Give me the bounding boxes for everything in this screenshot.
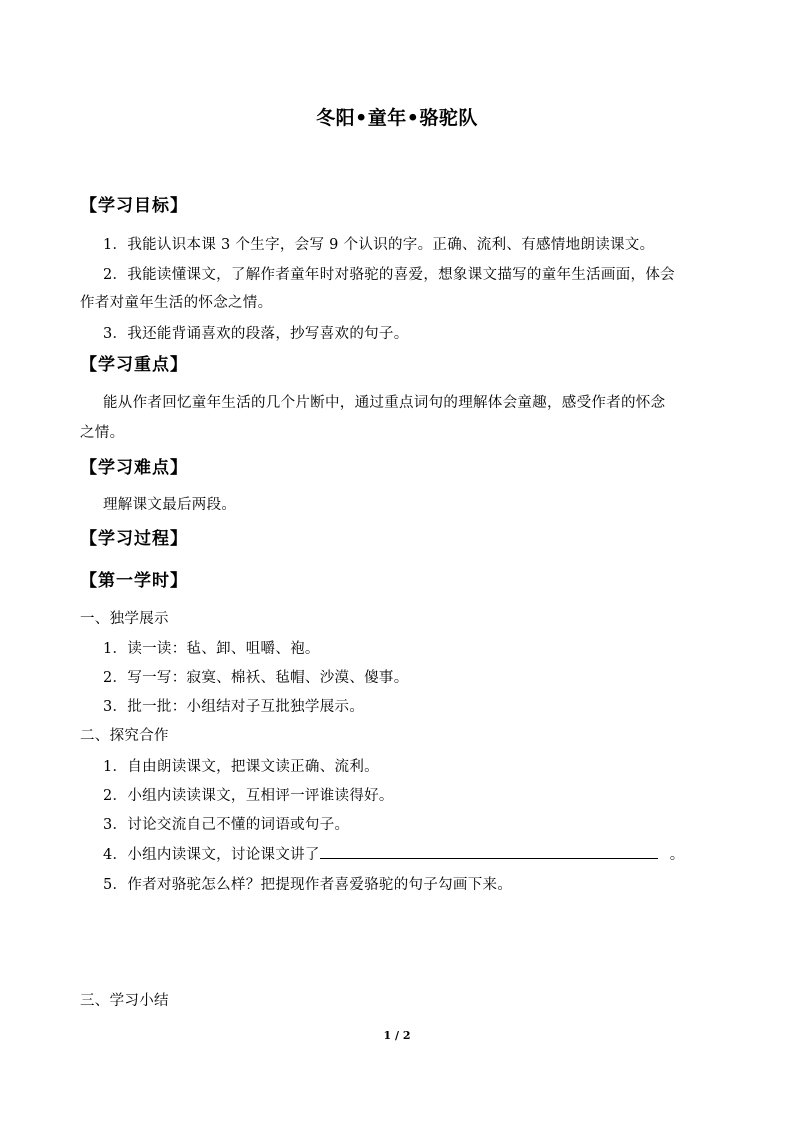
part1-item-1: 1．读一读：毡、卸、咀嚼、袍。: [103, 641, 320, 657]
part2-item-4-suffix: 。: [669, 847, 685, 863]
part2-item-4-prefix: 4．小组内读课文，讨论课文讲了: [103, 847, 320, 863]
part3-title: 三、学习小结: [80, 993, 169, 1009]
part2-item-4: [103, 843, 685, 864]
focus-line-1: 能从作者回忆童年生活的几个片断中，通过重点词句的理解体会童趣，感受作者的怀念: [103, 395, 666, 411]
goals-heading: 【学习目标】: [80, 196, 188, 216]
part2-title: 二、探究合作: [80, 728, 169, 744]
focus-line-2: 之情。: [80, 425, 125, 441]
answer-blank-line[interactable]: [320, 844, 658, 859]
part2-item-1: 1．自由朗读课文，把课文读正确、流利。: [103, 759, 379, 775]
part1-title: 一、独学展示: [80, 611, 169, 627]
process-heading: 【学习过程】: [80, 529, 188, 549]
goal-line-2: 2．我能读懂课文，了解作者童年时对骆驼的喜爱，想象课文描写的童年生活画面，体会: [103, 267, 675, 283]
part2-item-2: 2．小组内读读课文，互相评一评谁读得好。: [103, 788, 394, 804]
lesson1-heading: 【第一学时】: [80, 571, 188, 591]
difficulty-heading: 【学习难点】: [80, 458, 188, 478]
part1-item-3: 3．批一批：小组结对子互批独学展示。: [103, 699, 365, 715]
part2-item-5: 5．作者对骆驼怎么样？把提现作者喜爱骆驼的句子勾画下来。: [103, 877, 513, 893]
difficulty-line: 理解课文最后两段。: [103, 497, 237, 513]
page-number: 1 / 2: [383, 1029, 411, 1042]
part1-item-2: 2．写一写：寂寞、棉袄、毡帽、沙漠、傻事。: [103, 670, 409, 686]
goal-line-2-cont: 作者对童年生活的怀念之情。: [80, 295, 273, 311]
page-title: 冬阳•童年•骆驼队: [316, 107, 478, 129]
part2-item-3: 3．讨论交流自己不懂的词语或句子。: [103, 817, 350, 833]
goal-line-1: 1．我能认识本课 3 个生字，会写 9 个认识的字。正确、流利、有感情地朗读课文。: [103, 237, 655, 253]
focus-heading: 【学习重点】: [80, 355, 188, 375]
goal-line-3: 3．我还能背诵喜欢的段落，抄写喜欢的句子。: [103, 326, 409, 342]
